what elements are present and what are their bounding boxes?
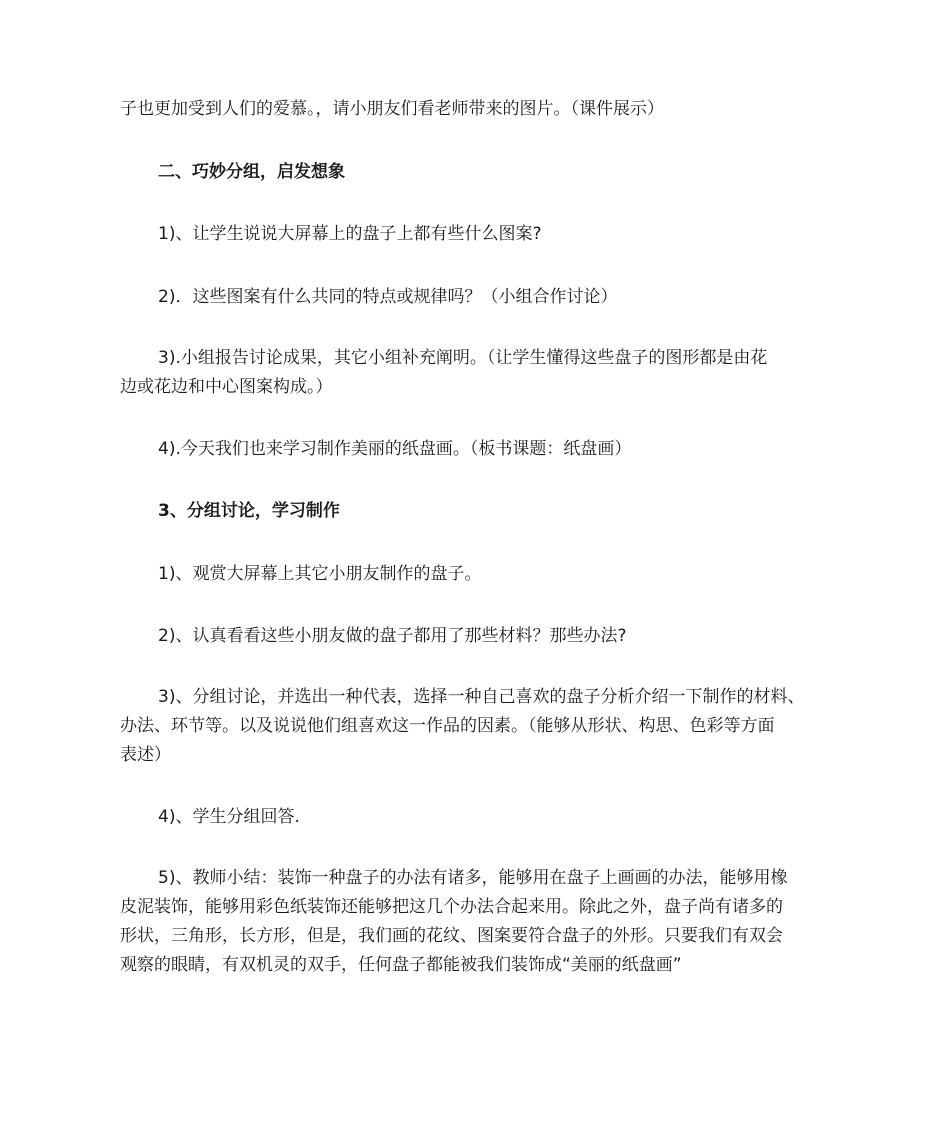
step-3-5-line-2: 皮泥装饰，能够用彩色纸装饰还能够把这几个办法合起来用。除此之外，盘子尚有诸多的 (120, 897, 783, 917)
step-3-3 (120, 683, 840, 770)
step-2-3-line-2: 边或花边和中心图案构成。） (120, 377, 333, 397)
step-3-5-line-4: 观察的眼睛，有双机灵的双手，任何盘子都能被我们装饰成“美丽的纸盘画” (120, 955, 682, 975)
section-heading-3: 3、分组讨论，学习制作 (158, 501, 340, 521)
step-3-1: 1)、观赏大屏幕上其它小朋友制作的盘子。 (158, 564, 482, 584)
step-3-5 (120, 864, 840, 980)
step-3-4: 4)、学生分组回答. (158, 807, 300, 827)
step-2-4: 4).今天我们也来学习制作美丽的纸盘画。（板书课题：纸盘画） (158, 439, 632, 459)
step-3-3-line-3: 表述） (120, 745, 171, 765)
section-heading-2: 二、巧妙分组，启发想象 (158, 162, 345, 182)
step-2-3 (120, 344, 840, 402)
step-2-1: 1)、让学生说说大屏幕上的盘子上都有些什么图案? (158, 224, 542, 244)
step-3-2: 2)、认真看看这些小朋友做的盘子都用了那些材料？那些办法? (158, 626, 627, 646)
step-3-3-line-1: 3)、分组讨论，并选出一种代表，选择一种自己喜欢的盘子分析介绍一下制作的材料、 (158, 687, 805, 707)
step-3-5-line-3: 形状，三角形，长方形，但是，我们画的花纹、图案要符合盘子的外形。只要我们有双会 (120, 926, 783, 946)
step-2-2: 2)．这些图案有什么共同的特点或规律吗？（小组合作讨论） (158, 287, 618, 307)
step-3-5-line-1: 5)、教师小结：装饰一种盘子的办法有诸多，能够用在盘子上画画的办法，能够用橡 (158, 868, 788, 888)
paragraph-intro-continuation: 子也更加受到人们的爱慕。，请小朋友们看老师带来的图片。（课件展示） (120, 99, 664, 119)
step-2-3-line-1: 3).小组报告讨论成果，其它小组补充阐明。（让学生懂得这些盘子的图形都是由花 (158, 348, 768, 368)
step-3-3-line-2: 办法、环节等。以及说说他们组喜欢这一作品的因素。（能够从形状、构思、色彩等方面 (120, 716, 775, 736)
